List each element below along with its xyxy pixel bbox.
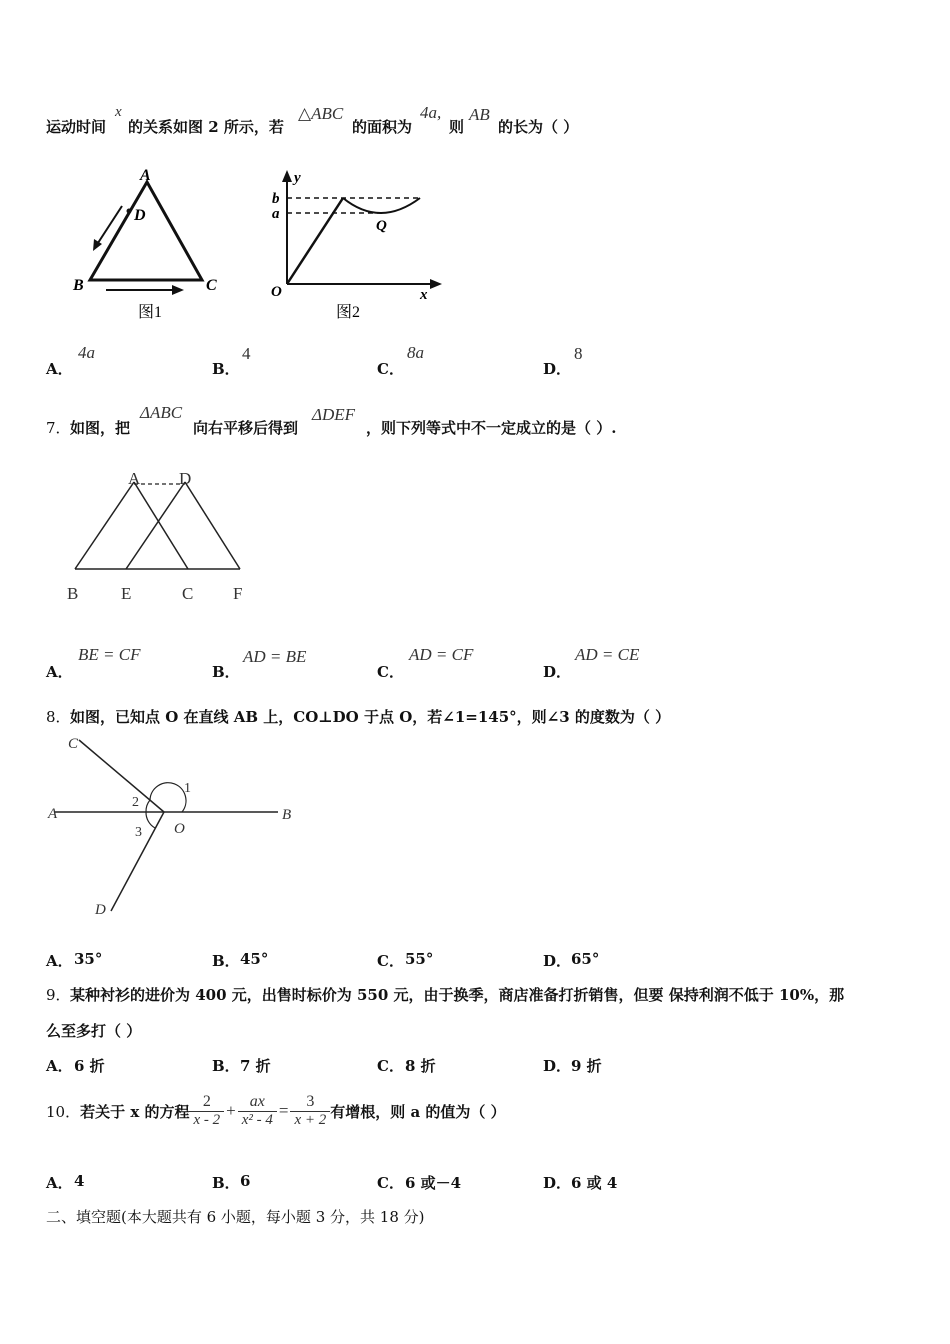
- point-d-dot: [127, 209, 132, 214]
- q6-text-3: 的面积为: [352, 118, 413, 136]
- q7-option-b-value: AD = BE: [243, 647, 307, 666]
- q8-text: 如图，已知点 O 在直线 AB 上，CO⊥DO 于点 O，若∠1=145°，则∠3 的度数为（ ）: [70, 708, 671, 726]
- q6-text-2: 的关系如图 2 所示，若: [128, 118, 284, 136]
- q6-option-d-label: D．: [543, 360, 572, 378]
- q10-option-a-value: 4: [74, 1172, 85, 1190]
- q8-option-c-label: C．: [377, 952, 404, 970]
- q7-label-b: B: [67, 584, 79, 603]
- q8-label-3: 3: [135, 825, 142, 840]
- q10-number: 10．: [46, 1102, 81, 1121]
- q8-option-a-value: 35°: [74, 950, 103, 968]
- q6-text-5: 的长为（ ）: [498, 118, 579, 136]
- angle-2-arc: [146, 800, 150, 812]
- q7-text-2: 向右平移后得到: [193, 419, 299, 437]
- angle-3-arc: [146, 812, 155, 828]
- fig1-label-b: B: [73, 277, 84, 294]
- q6-option-c-label: C．: [377, 360, 404, 378]
- fig2-label-y: y: [294, 170, 301, 186]
- q10-option-a-label: A．: [46, 1174, 73, 1192]
- q6-text-4: 则: [449, 118, 465, 136]
- arrow-head-right-icon: [172, 285, 184, 295]
- q7-option-b-label: B．: [212, 663, 240, 681]
- section-2-heading: 二、填空题(本大题共有 6 小题，每小题 3 分，共 18 分): [46, 1208, 425, 1226]
- q9-line-1: 某种衬衫的进价为 400 元，出售时标价为 550 元，由于换季，商店准备打折销售，但要 保持利润不低于 10%，那: [70, 986, 845, 1004]
- q9-line-2: 么至多打（ ）: [46, 1022, 142, 1040]
- q10-plus: +: [226, 1101, 236, 1120]
- q10-fraction-2: [238, 1093, 277, 1129]
- q10-stem: [46, 1086, 506, 1136]
- q9-option-c-value: 8 折: [405, 1057, 436, 1075]
- q7-option-d-value: AD = CE: [575, 645, 640, 664]
- q9-option-a-label: A．: [46, 1057, 73, 1075]
- graph-curve-q: [343, 198, 420, 213]
- q7-option-c-value: AD = CF: [409, 645, 474, 664]
- y-axis-arrow-icon: [282, 170, 292, 182]
- q9-option-b-label: B．: [212, 1057, 240, 1075]
- q7-triangle-def: ΔDEF: [312, 405, 356, 424]
- q6-text-1: 运动时间: [46, 118, 107, 136]
- q7-label-c: C: [182, 584, 194, 603]
- q7-label-d: D: [179, 469, 192, 488]
- q8-option-d-value: 65°: [571, 950, 600, 968]
- fig2-label-b: b: [272, 191, 280, 207]
- graph-rising-segment: [287, 198, 343, 284]
- q10-frac2-den: x² - 4: [238, 1111, 277, 1129]
- q10-frac3-num: 3: [306, 1093, 315, 1110]
- q10-option-d-value: 6 或 4: [571, 1174, 618, 1192]
- q8-label-b: B: [282, 807, 292, 823]
- q8-option-b-value: 45°: [240, 950, 269, 968]
- q10-option-c-label: C．: [377, 1174, 404, 1192]
- q10-frac3-den: x + 2: [290, 1111, 330, 1129]
- q7-option-a-label: A．: [46, 663, 73, 681]
- q8-option-d-label: D．: [543, 952, 572, 970]
- q7-option-d-label: D．: [543, 663, 572, 681]
- q8-label-o: O: [174, 821, 185, 837]
- q6-option-d-value: 8: [574, 344, 583, 363]
- q9-option-d-label: D．: [543, 1057, 572, 1075]
- q10-fraction-3: [290, 1093, 330, 1129]
- q7-label-e: E: [121, 584, 132, 603]
- q7-option-a-value: BE = CF: [78, 645, 141, 664]
- q8-label-c: C: [68, 736, 79, 752]
- q8-number: 8．: [46, 708, 71, 726]
- q7-text-3: ，则下列等式中不一定成立的是（ ）.: [366, 419, 617, 437]
- arrow-head-icon: [93, 239, 102, 251]
- fig1-label-d: D: [134, 207, 146, 224]
- q8-figure: [40, 728, 310, 923]
- q10-option-b-value: 6: [240, 1172, 251, 1190]
- q6-triangle-abc: △ABC: [298, 104, 344, 123]
- q10-option-c-value: 6 或－4: [405, 1174, 462, 1192]
- q9-option-d-value: 9 折: [571, 1057, 602, 1075]
- q6-figure-1: [66, 160, 236, 325]
- q6-ab: AB: [469, 105, 490, 124]
- fig1-caption: 图1: [138, 304, 163, 321]
- q6-option-a-label: A．: [46, 360, 73, 378]
- q7-number: 7．: [46, 419, 71, 437]
- q7-label-f: F: [233, 584, 243, 603]
- q10-frac2-num: ax: [249, 1093, 265, 1110]
- fig2-label-a: a: [272, 206, 280, 222]
- q6-option-c-value: 8a: [407, 343, 424, 362]
- q8-label-1: 1: [184, 781, 191, 796]
- fig2-label-q: Q: [376, 218, 387, 234]
- q6-option-b-value: 4: [242, 344, 251, 363]
- x-axis-arrow-icon: [430, 279, 442, 289]
- q6-var-x: x: [115, 104, 122, 120]
- q8-label-2: 2: [132, 795, 139, 810]
- q6-area: 4a,: [420, 103, 442, 122]
- angle-1-arc: [150, 783, 186, 812]
- q6-figure-2: [262, 160, 452, 325]
- q9-number: 9．: [46, 986, 71, 1004]
- q10-fraction-1: [189, 1093, 224, 1129]
- fig2-label-x: x: [420, 287, 428, 303]
- q7-text-1: 如图，把: [70, 419, 131, 437]
- q8-label-d: D: [95, 902, 106, 918]
- side-ab: [75, 482, 134, 569]
- q8-option-c-value: 55°: [405, 950, 434, 968]
- q10-suffix: 有增根，则 a 的值为（ ）: [330, 1102, 506, 1121]
- fig1-label-c: C: [206, 277, 217, 294]
- q7-option-c-label: C．: [377, 663, 404, 681]
- q10-frac1-num: 2: [202, 1093, 211, 1110]
- fig1-label-a: A: [140, 167, 151, 184]
- side-de: [126, 482, 185, 569]
- q8-option-a-label: A．: [46, 952, 73, 970]
- q10-prefix: 若关于 x 的方程: [80, 1102, 190, 1121]
- q7-triangle-abc: ΔABC: [140, 403, 183, 422]
- side-df: [185, 482, 240, 569]
- q7-figure: [58, 462, 258, 612]
- q9-option-b-value: 7 折: [240, 1057, 271, 1075]
- q6-option-b-label: B．: [212, 360, 240, 378]
- ray-oc: [79, 740, 164, 812]
- fig2-label-o: O: [271, 284, 282, 300]
- side-ac: [134, 482, 188, 569]
- q9-option-c-label: C．: [377, 1057, 404, 1075]
- q10-equals: =: [278, 1101, 289, 1120]
- q10-option-d-label: D．: [543, 1174, 572, 1192]
- q6-option-a-value: 4a: [78, 343, 95, 362]
- q9-option-a-value: 6 折: [74, 1057, 105, 1075]
- fig2-caption: 图2: [336, 304, 361, 321]
- q10-option-b-label: B．: [212, 1174, 240, 1192]
- q10-frac1-den: x - 2: [189, 1111, 224, 1129]
- arrow-down-left-icon: [96, 206, 122, 246]
- q8-label-a: A: [48, 806, 58, 822]
- q7-label-a: A: [128, 469, 141, 488]
- q8-option-b-label: B．: [212, 952, 240, 970]
